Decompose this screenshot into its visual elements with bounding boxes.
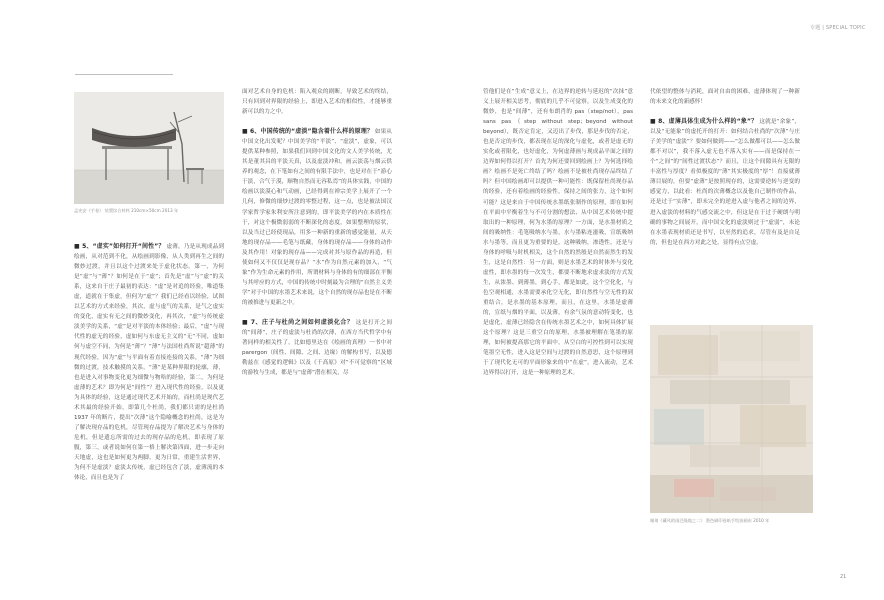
section-6-body: 如果从中国文化出发呢？中国美学的“平淡”、“虚淡”，虚象，可以提供某种参照，如果我们回到中国文化的文人美学传统，尤其是董其昌的平淡天真，以及虚淡冲和，画云淡荡与烟云供养的观念，在下笔如有之间的有限手法中，也是对在于“游心于淡，合气于漠，顺物自然而无容私焉”的具体实践，中国的绘画以淡漠心和气动画，已经得到在禅宗美学上展开了一个几何，修微的细炒过渡的零整过程，这一点，也是被法国汉学家哲学家朱利安所注意到的，即平淡美学的内在本质性在于，对这个极微弱弱的不断深化的态度，如果整理的原状，以及当过已经使现品，用多一种新的重新的感觉能量，从天地的现存品——毛笔与纸藏，身体的现存品——身体的动作及其作用！对象的现存品——完成对其与原作品的再造，但使如何又不仅仅是现存品？“水”作为自然元素的加入，“气象”作为生命元素的作用，所谓材料与身体的有的细部在平衡与其呼应的方式，中国的传统中时刻最为合理的“自然主义美学”对于中国的水墨艺术来说，这个自然的现存品也是在不断的被推进与更新之中。 [242,129,392,306]
page-number: 21 [840,574,847,580]
section-7-heading: ■ 7、庄子与杜尚之间如何虚淡化合？ [242,318,354,326]
abstract-painting-photo [650,325,813,513]
section-7-body: 这是打开之间的“间薄”，庄子的虚淡与杜尚的次薄，在西方当代哲学中有著同样的相关性了。比如德里达在《绘画的真理》一书中对 parergon（间性、间隙、之间、边缘）的解构书写，以及德勒兹在《感觉的逻辑》以及《千高原》对“不可觉察的”区域的游牧与生成，都是与“虚薄”潜在相关，尽 [242,319,392,377]
column-c-body: 管他们是在“生成”意义上，在边界的逆转与延迟的“次抹”意义上展开相关思考，彻底的几乎不可觉察，以及生成变化的微妙，也是“间薄”，还有布朗肖的 pas（step/not），pas sans pas（step without step；beyond without beyond），既否定肯定，又迈出了步伐，那是步伐的否定，也是否定的步伐，都表现在足的深化与虚化，或者是虚无的实化或者限化，也好虚化，为何虚薄画与现成品平面之间的边界如何得以打开？首先为何还要回到绘画上？为何选择绘画？绘画不是死亡终结了吗？绘画不是被杜尚现存品终结了吗？但中国绘画却可以提供一种可能性：既保留杜尚现存品的经验，还有着绘画的经验性，保持之间的张力，这个如何可能？这是来自于中国传统水墨纸张制作的原理，即在如何在平面中平衡着生与不可分割的想法、从中国艺术传统中提取出的一种原理，何为水墨的原理？一方面，是水墨材质之间的吸纳性：毛笔吸纳水与墨，水与墨粘连滋吸，宣纸吸纳水与墨等，而且更为重要的是，这种吸纳，渗透性，还是与身体的呼吸与时机相关，这个自然的然般是自然而然生的发生，这是自然性：另一方面，则是水墨艺术的时体外与变化虚性，即水墨的每一次发生，都要不断地求虚求淡的方式发生，从浓墨、到薄墨，到心手，都是如此，这个空化化，与色空观相通，水墨需要承化空无化，即自然性与空无性的双重结合，是水墨的基本原理，而且，在这里，水墨是虚薄的，宣纸与烟的平面，以及薄，有余气氛的意动特变化，也是虚化，虚薄已经隐含在传统水墨艺术之中，如何具体扩展这个原理？这是三重空白的原理，水墨被理解在笔墨的原理，如何被提高那它的平面中，从空白的可控性到可以实现笔墨空无性，进入这是空间与过渡的自然意思，这个原理到于了现代化无可的平面形象来的中“在虚”，进入流动，艺术边界得以打开，这是一种原理的艺术。 [483,89,633,377]
installation-photo [74,92,224,204]
section-8-heading: ■ 8、虚薄具体生成为什么样的“象”？ [650,118,758,126]
column-c [483,87,633,378]
section-8-body: 这就是“余象”，以及“无能象”的虚托开的打开：如何结合杜尚的“次薄”与庄子美学的“虚淡”？要如何做到——“怎么做都可以——怎么做都不对以”，我不落入虚无也不落入实有——而是保持在一个“之间”的“间性过渡状态”？而且，让这个间隙具有无限的丰富性与厚度？看似极度的“薄”其实极度的“厚”！直接就薄薄目展的，但要“虚薄”是按照现存的，这需要逆转与逆变的感觉力，以此看：杜尚的次薄概念以及他自己制作的作品，还是过于“实薄”，即未完全的逆进入虚与他者之间的边界，进入虚淡的材料的气感交流之中，但这是在于过于硬朗与明确的事物之间展开，而中国文化的虚淡则过于“虚弱”，未论在水墨表现材质还是书写，以至然的追求，尽管有及是自足的，但也是在西方对此之处，显得有点空虚。 [650,119,801,246]
column-b [242,87,392,378]
column-a [74,242,224,483]
section-6-heading: ■ 6、中国传统的“虚淡”隐含着什么样的原理？ [242,128,373,136]
section-5-heading: ■ 5、“虚实”如何打开“间性”？ [74,243,165,250]
top-rule [75,74,173,75]
figure-caption-2: 谢琦《藏风的雨巴隆地之二》 墨色刷印卷纸手绘油画布 2010 年 [650,518,770,523]
section-header: 专题 | SPECIAL TOPIC [810,25,866,31]
column-d-intro: 代依望的整体与消耗，面对自由的困难，虚薄体现了一种新的未来文化的新感怀！ [650,89,800,106]
column-b-intro: 面对艺术自身的危机：陷入观众的剧断，导致艺术的终结，只有回到对界限的经验上，即进入艺术的相似性，才能够重新可以的力之中。 [242,89,392,116]
section-5-body: 虚薄，乃是从现成品到绘画，从对范到不化，从绘画到影像，从人类到再生之间的微妙过渡，并且以这个过渡来处于虚化状态。第一，为何是“虚”与“薄”？如何是在于“虚”；首先是“虚”与“虚”的关系，这来自于庄子最初的表达：“虚”是对追的经验，唯道集虚，道就在于集虚，但何为“虚”？我们已经看以经验，试图以艺术的方式来经验，其次，虚与虚气的关系，是气之虚实的变化，虚实有无之间的微妙变化，再其次，“虚”与传统虚淡美学的关系，“虚”是对平淡的本体经验；最后，“虚”与现代性的虚无的经验，虚如何与东虚无主义的“无”不同，虚如何与虚空不同，为何是“薄”？“薄”与法国杜尚所说“超薄”的现代经验，因为“虚”与平面有着直接连接的关系，“薄”为细微的过渡，技术触摸的关系，“薄”是某种界限的轮廓，薄，也是进入对事物变化更为细微与物哈的经验，第二，为何是虚薄的艺术？即为何是“间性”？进入现代性的经验，以及更为具体的经验，这是通过现代艺术开始的，而杜尚是现代艺术其最的经验开始，即第几个杜尚，我们都只需的是杜尚 1937 年的断片，提出“次薄”这个隐喻概念的杜尚，这是为了解决现存品的危机，尽管现存品提为了解决艺术与身体的危机，但是遗忘所需的过去的现存品的危机，即表现了原腹，第三，或者说如何在第一格上解决第四面，进一步走向天地虚，这也是如何更为两脚，更为日常，重建生活世界，为何不是虚淡？虚淡太传统，虚已经包含了淡，虚薄流的本体论，而且也是为了 [74,244,224,482]
figure-caption-1: 孟宪安《手卷》 装置综合材料 210cm×50cm 2013 年 [74,208,179,213]
column-d [650,87,800,248]
